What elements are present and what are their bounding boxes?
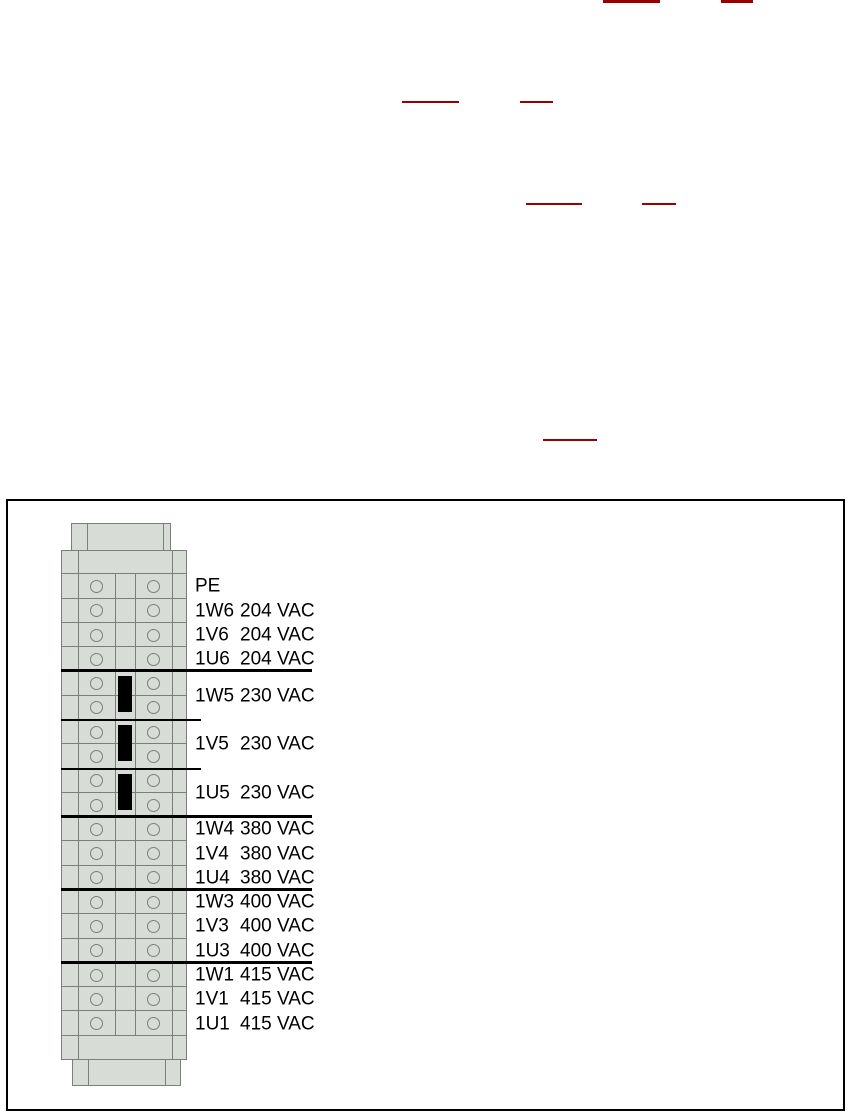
terminal-screw-circle [147, 653, 160, 666]
terminal-screw-circle [90, 580, 103, 593]
terminal-screw-circle [147, 726, 160, 739]
hyperlink-underline[interactable] [721, 0, 753, 3]
voltage-value-label: 415 VAC [240, 1013, 315, 1035]
hyperlink-underline[interactable] [642, 203, 676, 205]
terminal-screw-circle [147, 701, 160, 714]
terminal-screw-circle [90, 604, 103, 617]
voltage-value-label: 204 VAC [240, 624, 315, 646]
row-boundary-line [61, 840, 187, 841]
terminal-screw-circle [147, 580, 160, 593]
terminal-screw-circle [147, 799, 160, 812]
row-boundary-line [61, 1035, 187, 1036]
voltage-group-separator [61, 719, 201, 721]
terminal-name-label: 1V4 [195, 843, 229, 865]
hyperlink-underline[interactable] [543, 439, 597, 441]
terminal-block-bottom-cap-divider [88, 1060, 89, 1085]
voltage-group-separator [61, 768, 201, 770]
terminal-name-label: 1W1 [195, 964, 235, 986]
row-boundary-line [61, 938, 187, 939]
terminal-screw-circle [90, 774, 103, 787]
terminal-screw-circle [90, 871, 103, 884]
terminal-screw-circle [90, 653, 103, 666]
terminal-name-label: 1U4 [195, 867, 230, 889]
terminal-name-label: 1V3 [195, 915, 229, 937]
terminal-screw-circle [147, 823, 160, 836]
terminal-screw-circle [147, 750, 160, 763]
terminal-screw-circle [147, 774, 160, 787]
voltage-value-label: 380 VAC [240, 867, 315, 889]
terminal-screw-circle [147, 920, 160, 933]
terminal-screw-circle [90, 701, 103, 714]
terminal-screw-circle [147, 604, 160, 617]
terminal-name-label: 1W6 [195, 600, 235, 622]
voltage-group-separator [61, 669, 312, 672]
terminal-name-label: 1V1 [195, 988, 229, 1010]
terminal-screw-circle [90, 944, 103, 957]
voltage-value-label: 400 VAC [240, 891, 315, 913]
terminal-screw-circle [90, 969, 103, 982]
terminal-screw-circle [90, 920, 103, 933]
terminal-screw-circle [147, 847, 160, 860]
voltage-value-label: 400 VAC [240, 915, 315, 937]
terminal-name-label: 1V5 [195, 733, 229, 755]
terminal-name-label: 1V6 [195, 624, 229, 646]
jumper-channel-line [135, 574, 136, 1035]
terminal-name-label: 1U3 [195, 940, 230, 962]
voltage-value-label: 204 VAC [240, 600, 315, 622]
voltage-value-label: 230 VAC [240, 782, 315, 804]
terminal-screw-circle [90, 677, 103, 690]
hyperlink-underline[interactable] [526, 203, 582, 205]
voltage-value-label: 380 VAC [240, 843, 315, 865]
hyperlink-underline[interactable] [603, 0, 660, 3]
terminal-block-bottom-cap-divider [165, 1060, 166, 1085]
terminal-screw-circle [147, 969, 160, 982]
row-boundary-line [61, 646, 187, 647]
row-boundary-line [61, 986, 187, 987]
row-boundary-line [61, 913, 187, 914]
voltage-value-label: 230 VAC [240, 685, 315, 707]
terminal-name-label: 1W3 [195, 891, 235, 913]
terminal-screw-circle [90, 1017, 103, 1030]
terminal-screw-circle [90, 993, 103, 1006]
voltage-jumper-bar [118, 676, 132, 712]
terminal-name-label: 1W5 [195, 685, 235, 707]
voltage-value-label: 415 VAC [240, 988, 315, 1010]
row-boundary-line [61, 865, 187, 866]
terminal-screw-circle [147, 896, 160, 909]
terminal-screw-circle [147, 1017, 160, 1030]
hyperlink-underline[interactable] [402, 101, 459, 103]
row-boundary-line [61, 598, 187, 599]
row-boundary-line [61, 622, 187, 623]
terminal-name-label: 1U6 [195, 648, 230, 670]
terminal-name-label: 1U1 [195, 1013, 230, 1035]
body-column-line [172, 551, 173, 1059]
terminal-screw-circle [90, 726, 103, 739]
terminal-name-label: 1W4 [195, 818, 235, 840]
terminal-screw-circle [90, 750, 103, 763]
terminal-screw-circle [90, 799, 103, 812]
voltage-value-label: 400 VAC [240, 940, 315, 962]
hyperlink-underline[interactable] [520, 101, 553, 103]
terminal-block-top-cap-divider [87, 524, 88, 550]
terminal-block-top-cap [71, 523, 171, 551]
voltage-jumper-bar [118, 774, 132, 810]
body-column-line [78, 551, 79, 1059]
terminal-name-label: PE [195, 575, 221, 597]
terminal-screw-circle [90, 847, 103, 860]
terminal-screw-circle [147, 944, 160, 957]
jumper-channel-line [115, 574, 116, 1035]
voltage-value-label: 415 VAC [240, 964, 315, 986]
voltage-value-label: 204 VAC [240, 648, 315, 670]
terminal-block-top-cap-divider [163, 524, 164, 550]
terminal-name-label: 1U5 [195, 782, 230, 804]
terminal-screw-circle [147, 629, 160, 642]
terminal-screw-circle [90, 629, 103, 642]
row-boundary-line [61, 573, 187, 574]
terminal-screw-circle [147, 871, 160, 884]
voltage-value-label: 230 VAC [240, 733, 315, 755]
terminal-screw-circle [147, 677, 160, 690]
voltage-value-label: 380 VAC [240, 818, 315, 840]
terminal-screw-circle [90, 896, 103, 909]
terminal-screw-circle [147, 993, 160, 1006]
terminal-screw-circle [90, 823, 103, 836]
row-boundary-line [61, 1010, 187, 1011]
voltage-jumper-bar [118, 725, 132, 761]
